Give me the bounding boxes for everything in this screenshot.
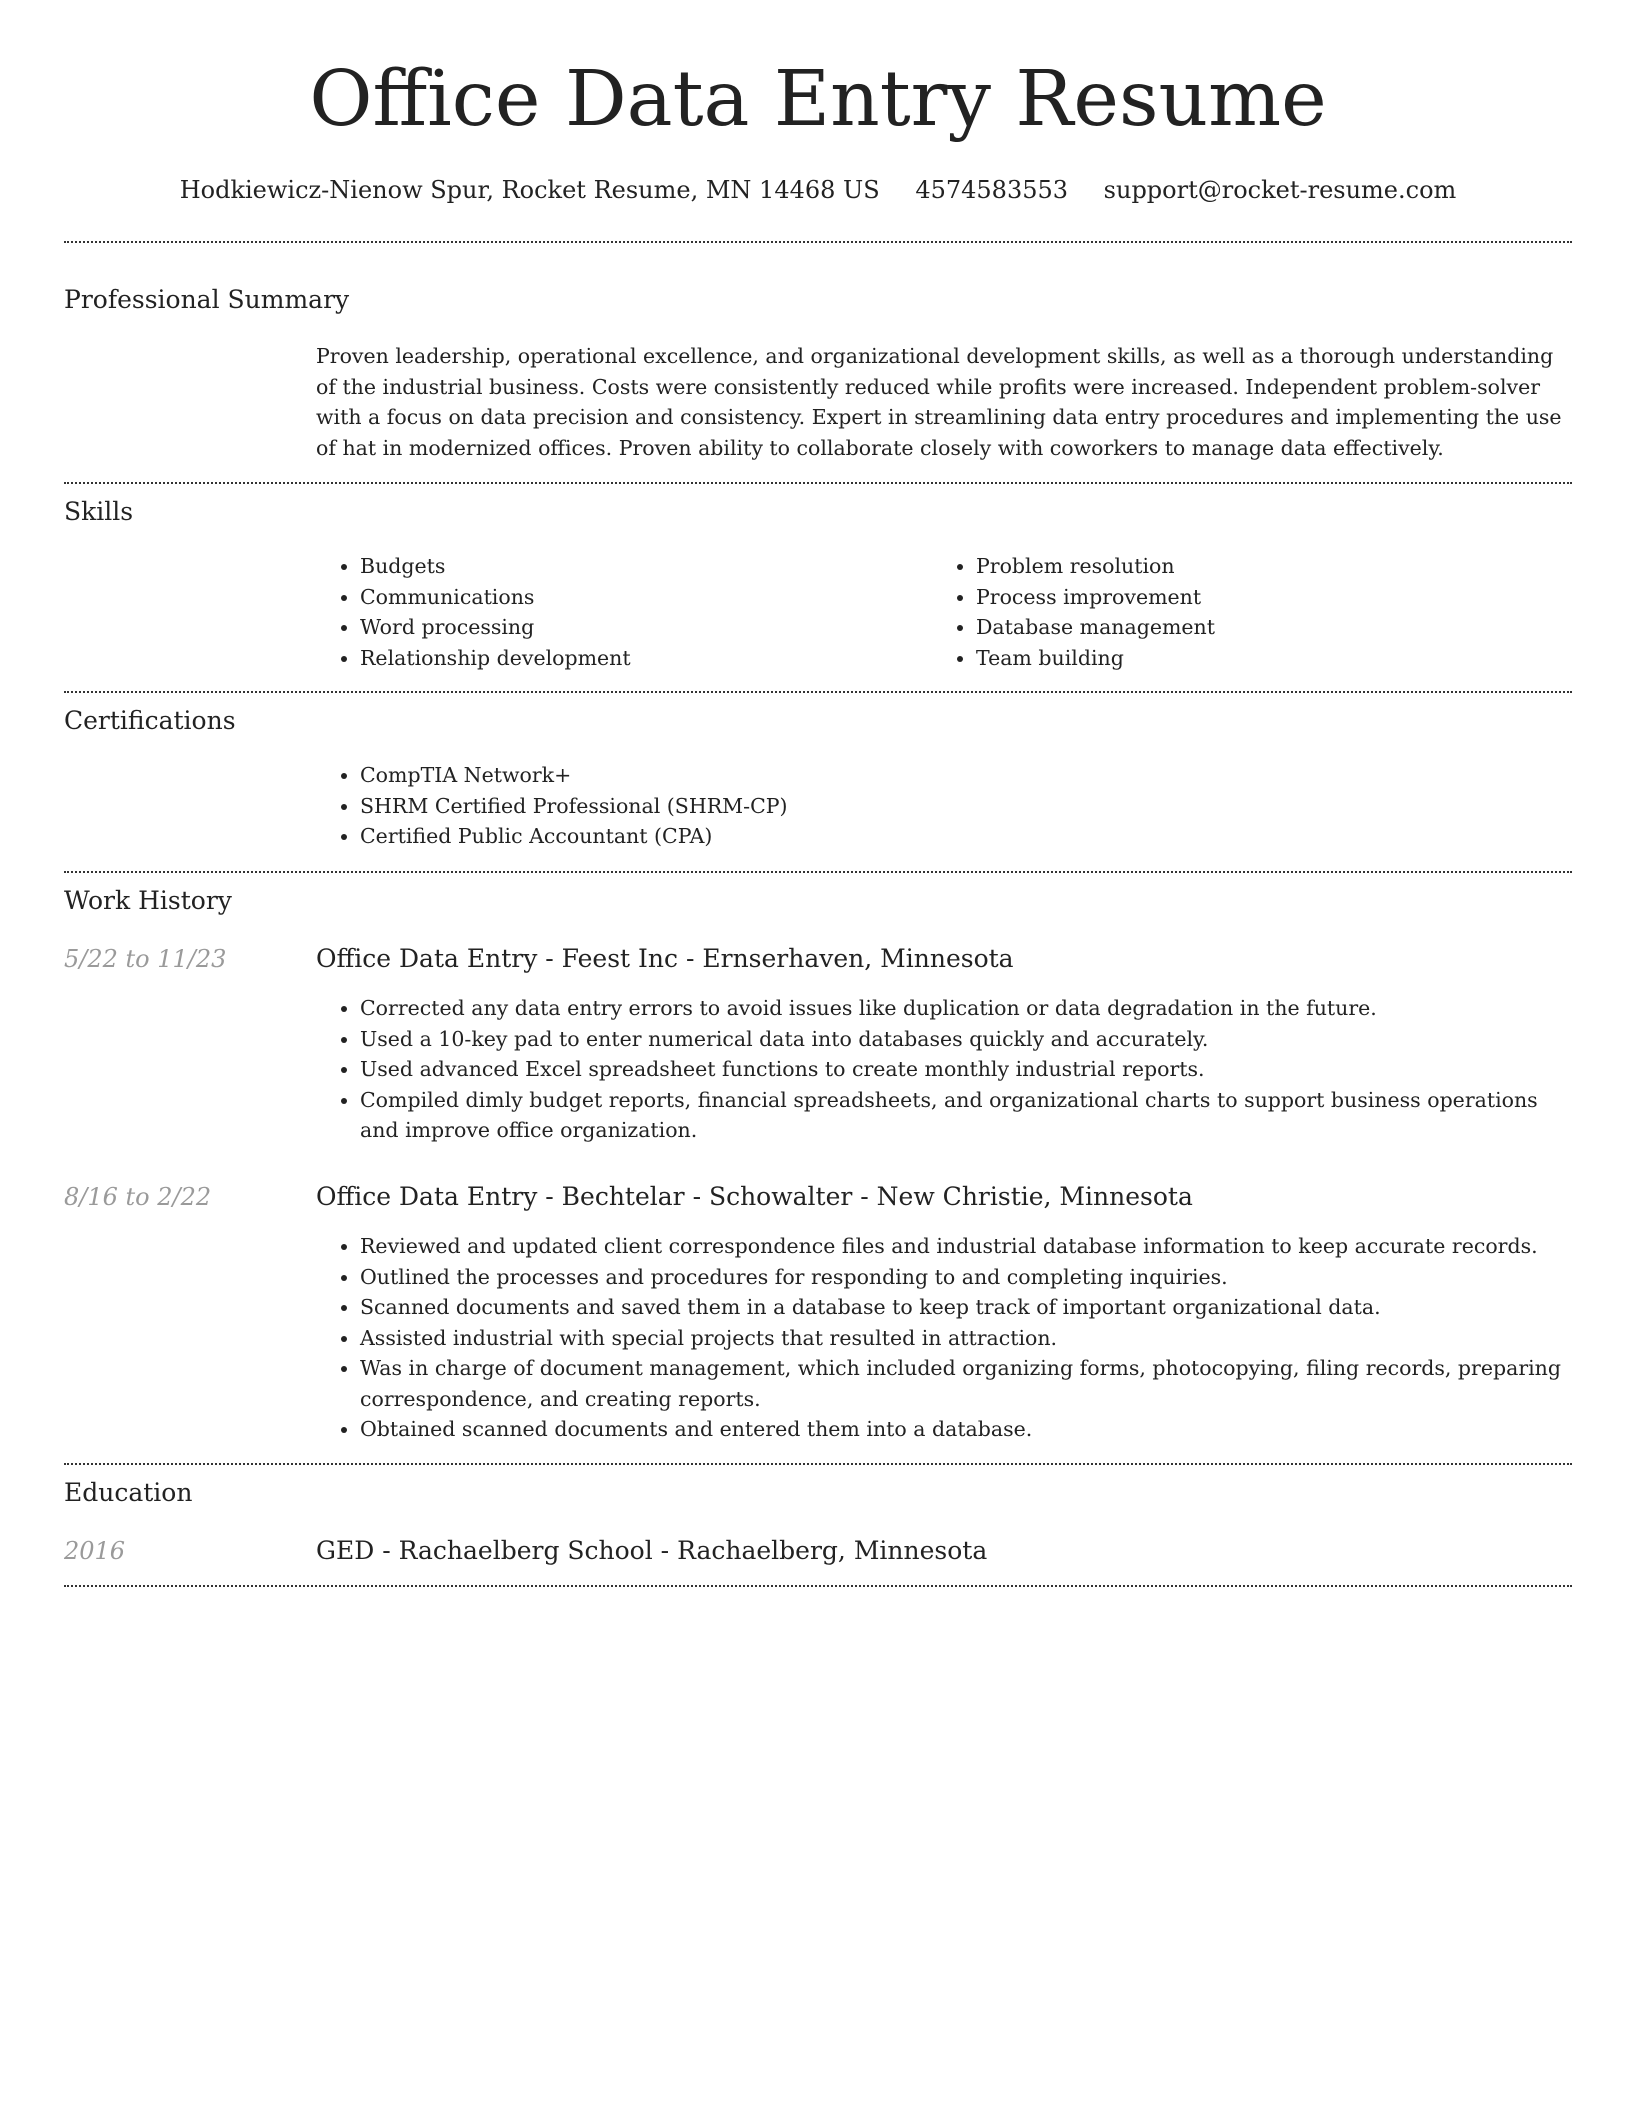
list-item: • Communications: [360, 582, 930, 613]
education-date: 2016: [64, 1537, 126, 1565]
skills-list-left: [316, 551, 930, 673]
divider: [64, 241, 1572, 243]
job-dates: 8/16 to 2/22: [64, 1183, 212, 1211]
list-item: • Relationship development: [360, 643, 930, 674]
list-item: • Team building: [976, 643, 1576, 674]
section-title-skills: Skills: [64, 497, 134, 526]
list-item: • Word processing: [360, 612, 930, 643]
section-title-certifications: Certifications: [64, 706, 236, 735]
list-item: • Obtained scanned documents and entered them into a database.: [360, 1414, 1572, 1445]
divider: [64, 691, 1572, 693]
job-title: Office Data Entry - Feest Inc - Ernserhaven, Minnesota: [316, 944, 1014, 973]
divider: [64, 871, 1572, 873]
list-item: • Scanned documents and saved them in a database to keep track of important organizational data.: [360, 1292, 1572, 1323]
resume-title: Office Data Entry Resume: [309, 55, 1327, 144]
list-item: • Was in charge of document management, which included organizing forms, photocopying, filing records, preparing correspondence, and creating reports.: [360, 1353, 1572, 1414]
divider: [64, 482, 1572, 484]
divider: [64, 1463, 1572, 1465]
list-item: • Budgets: [360, 551, 930, 582]
section-title-work-history: Work History: [64, 886, 232, 915]
section-title-education: Education: [64, 1478, 193, 1507]
list-item: • Used a 10-key pad to enter numerical data into databases quickly and accurately.: [360, 1024, 1572, 1055]
skills-list-right: [932, 551, 1576, 673]
job-bullets: [316, 993, 1572, 1146]
list-item: • Process improvement: [976, 582, 1576, 613]
list-item: • Used advanced Excel spreadsheet functions to create monthly industrial reports.: [360, 1054, 1572, 1085]
section-title-summary: Professional Summary: [64, 285, 350, 314]
list-item: • CompTIA Network+: [360, 760, 1572, 791]
list-item: • Problem resolution: [976, 551, 1576, 582]
contact-address: Hodkiewicz-Nienow Spur, Rocket Resume, MN 14468 US: [179, 176, 880, 204]
list-item: • Database management: [976, 612, 1576, 643]
contact-phone: 4574583553: [915, 176, 1069, 204]
list-item: • SHRM Certified Professional (SHRM-CP): [360, 791, 1572, 822]
list-item: • Certified Public Accountant (CPA): [360, 821, 1572, 852]
job-title: Office Data Entry - Bechtelar - Schowalter - New Christie, Minnesota: [316, 1182, 1193, 1211]
list-item: • Corrected any data entry errors to avoid issues like duplication or data degradation in the future.: [360, 993, 1572, 1024]
list-item: • Reviewed and updated client correspondence files and industrial database information to keep accurate records.: [360, 1231, 1572, 1262]
divider: [64, 1585, 1572, 1587]
list-item: • Compiled dimly budget reports, financial spreadsheets, and organizational charts to support business operations and improve office organization.: [360, 1085, 1572, 1146]
contact-line: [64, 170, 1572, 210]
list-item: • Assisted industrial with special projects that resulted in attraction.: [360, 1323, 1572, 1354]
job-bullets: [316, 1231, 1572, 1445]
certifications-list: [316, 760, 1572, 852]
education-title: GED - Rachaelberg School - Rachaelberg, Minnesota: [316, 1536, 988, 1565]
job-dates: 5/22 to 11/23: [64, 945, 227, 973]
contact-email: support@rocket-resume.com: [1103, 176, 1457, 204]
list-item: • Outlined the processes and procedures for responding to and completing inquiries.: [360, 1262, 1572, 1293]
summary-text: Proven leadership, operational excellence, and organizational development skills, as well as a thorough understanding of the industrial business. Costs were consistently reduced while profits were increased. Independent problem-solver with a focus on data precision and consistency. Expert in streamlining data entry procedures and implementing the use of hat in modernized offices. Proven ability to collaborate closely with coworkers to manage data effectively.: [316, 344, 1562, 460]
